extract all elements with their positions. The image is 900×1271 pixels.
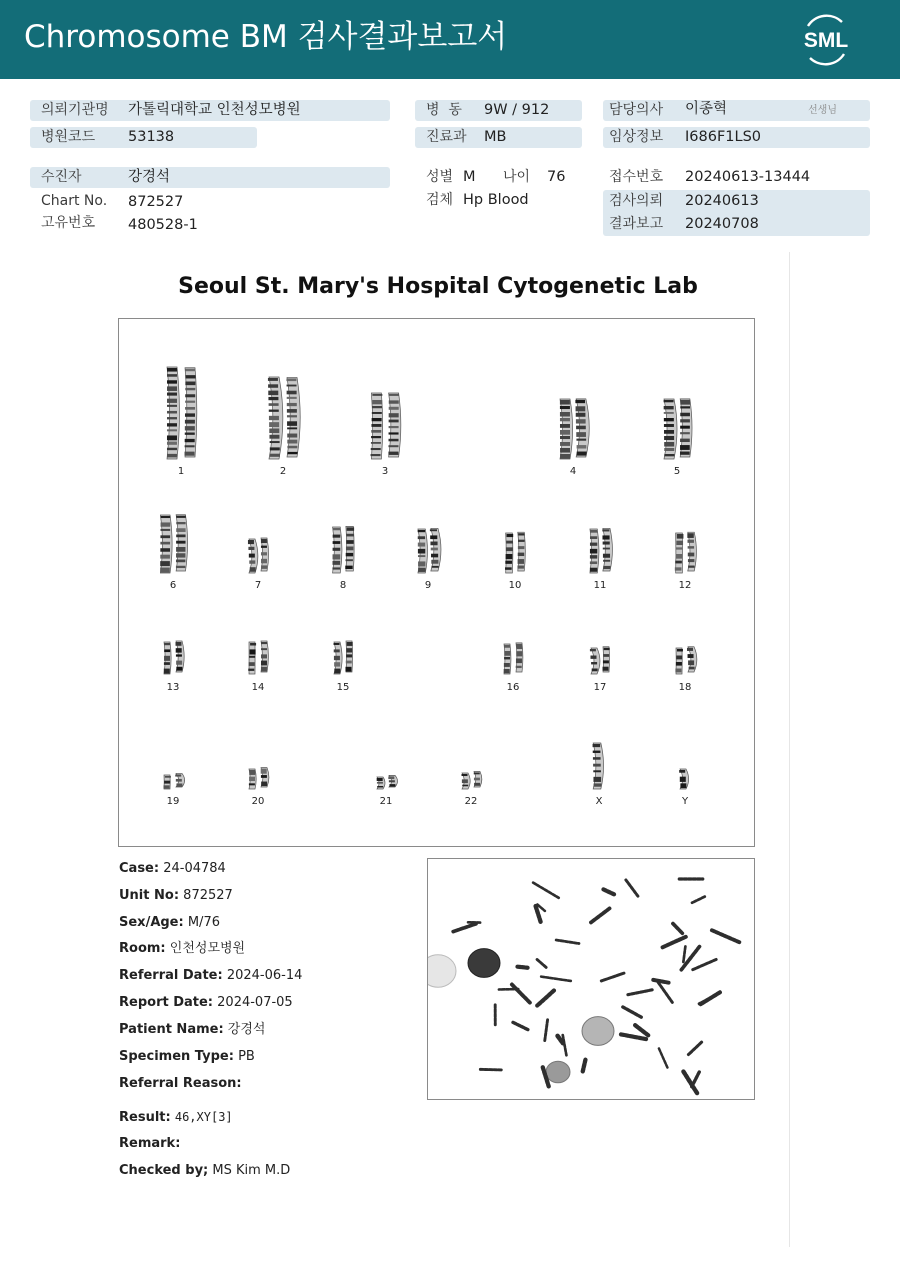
report-date-line: Report Date: 2024-07-05 — [119, 995, 293, 1010]
sex-label: 성별 — [426, 169, 454, 185]
chromosome-3-a — [371, 393, 383, 459]
chromosome-14-a — [248, 642, 256, 674]
remark-line: Remark: — [119, 1136, 181, 1151]
receipt-no-value: 20240613-13444 — [685, 169, 811, 185]
karyotype-label-X: X — [595, 796, 603, 807]
nucleus-faint — [428, 955, 456, 987]
chromosome-5-a — [664, 399, 677, 459]
sex-age-value: M/76 — [187, 915, 220, 930]
chromosome-1-b — [185, 368, 197, 457]
karyotype-label-22: 22 — [464, 796, 478, 807]
unique-id-label: 고유번호 — [41, 215, 96, 231]
karyotype-label-8: 8 — [339, 580, 347, 591]
metaphase-chromosome — [480, 1069, 501, 1070]
nucleus-gray — [582, 1017, 614, 1046]
chromosome-20-a — [249, 769, 256, 789]
chromosome-9-b — [430, 528, 441, 571]
chromosome-22-a — [462, 773, 471, 789]
chromosome-8-a — [332, 527, 342, 573]
karyotype-label-7: 7 — [254, 580, 262, 591]
metaphase-chromosome — [541, 977, 571, 981]
karyotype-label-9: 9 — [424, 580, 432, 591]
metaphase-chromosome — [692, 959, 716, 969]
ward-label: 병 동 — [426, 102, 462, 118]
clinical-info-label: 임상정보 — [609, 129, 664, 145]
metaphase-chromosome — [537, 990, 554, 1005]
metaphase-chromosome — [513, 1022, 529, 1030]
metaphase-chromosome — [692, 897, 705, 903]
metaphase-chromosome — [537, 959, 547, 968]
karyogram-panel — [118, 318, 755, 847]
specimen-value: Hp Blood — [463, 192, 529, 208]
chromosome-4-a — [560, 399, 573, 459]
department-value: MB — [484, 129, 507, 145]
metaphase-chromosome — [453, 924, 476, 932]
metaphase-chromosome — [688, 1042, 701, 1054]
chromosome-21-b — [388, 775, 397, 787]
metaphase-chromosome — [591, 908, 610, 922]
specimen-type-value: PB — [238, 1049, 255, 1064]
metaphase-chromosome — [556, 940, 579, 944]
metaphase-chromosome — [603, 889, 614, 894]
metaphase-chromosome — [533, 883, 559, 898]
karyotype-label-19: 19 — [166, 796, 180, 807]
band-patient — [30, 167, 390, 188]
unit-value: 872527 — [183, 888, 233, 903]
chromosome-9-a — [418, 529, 428, 573]
case-value: 24-04784 — [163, 861, 226, 876]
chromosome-12-a — [675, 533, 684, 573]
metaphase-chromosome — [623, 1007, 643, 1018]
room-line: Room: 인천성모병원 — [119, 941, 246, 956]
chromosome-18-b — [687, 647, 697, 672]
metaphase-chromosome — [683, 946, 685, 961]
chromosome-13-b — [176, 641, 185, 672]
karyotype-label-10: 10 — [508, 580, 522, 591]
chromosome-2-a — [268, 377, 283, 459]
metaphase-chromosome — [673, 924, 682, 934]
department-label: 진료과 — [426, 129, 467, 145]
hospital-code-value: 53138 — [128, 129, 175, 145]
chromosome-7-b — [261, 538, 269, 571]
karyogram-image — [119, 319, 756, 848]
report-date-value: 20240708 — [685, 216, 759, 232]
metaphase-chromosome — [658, 982, 672, 1002]
chromosome-19-b — [175, 773, 184, 787]
patient-label: 수진자 — [41, 169, 82, 185]
chromosome-13-a — [164, 642, 171, 674]
chromosome-6-a — [160, 515, 172, 573]
chromosome-10-a — [505, 533, 513, 573]
chromosome-1-a — [167, 367, 179, 459]
checked-by-line: Checked by; MS Kim M.D — [119, 1163, 291, 1178]
chromosome-18-a — [675, 648, 683, 674]
age-label: 나이 — [503, 169, 531, 185]
chromosome-X-a — [593, 743, 604, 789]
doctor-value: 이종혁 — [685, 101, 728, 117]
clinical-info-value: I686F1LS0 — [685, 129, 762, 145]
chromosome-3-b — [388, 393, 400, 457]
result-line: Result: 46,XY[3] — [119, 1110, 233, 1125]
metaphase-chromosome — [517, 967, 527, 968]
chromosome-11-a — [590, 529, 599, 573]
chromosome-14-b — [261, 641, 268, 672]
chromosome-10-b — [517, 532, 525, 571]
lab-title: Seoul St. Mary's Hospital Cytogenetic Lab — [178, 274, 698, 299]
referral-date-line: Referral Date: 2024-06-14 — [119, 968, 303, 983]
nucleus-light — [546, 1061, 570, 1083]
metaphase-chromosome — [545, 1020, 548, 1042]
metaphase-chromosome — [621, 1034, 647, 1039]
sex-value: M — [463, 169, 476, 185]
chromosome-7-a — [248, 539, 258, 573]
karyotype-label-2: 2 — [279, 466, 287, 477]
unique-id-value: 480528-1 — [128, 217, 198, 233]
karyotype-label-13: 13 — [166, 682, 180, 693]
hospital-code-label: 병원코드 — [41, 129, 96, 145]
karyotype-label-17: 17 — [593, 682, 607, 693]
karyotype-label-5: 5 — [673, 466, 681, 477]
chromosome-Y-a — [679, 769, 688, 789]
karyotype-label-1: 1 — [177, 466, 185, 477]
karyotype-label-15: 15 — [336, 682, 350, 693]
karyotype-label-11: 11 — [593, 580, 607, 591]
right-margin-rule — [789, 252, 790, 1247]
chromosome-8-b — [345, 526, 354, 571]
chromosome-21-a — [377, 777, 385, 789]
metaphase-panel — [427, 858, 755, 1100]
metaphase-chromosome — [512, 984, 531, 1003]
specimen-type-line: Specimen Type: PB — [119, 1049, 255, 1064]
referring-institution-label: 의뢰기관명 — [41, 102, 109, 118]
metaphase-chromosome — [662, 937, 686, 948]
receipt-no-label: 접수번호 — [609, 169, 664, 185]
ward-value: 9W / 912 — [484, 102, 550, 118]
chart-no-label: Chart No. — [41, 193, 108, 209]
chromosome-6-b — [176, 515, 188, 571]
report-date-value-2: 2024-07-05 — [217, 995, 293, 1010]
chromosome-2-b — [286, 377, 300, 457]
chromosome-15-b — [345, 641, 352, 672]
metaphase-chromosome — [659, 1048, 667, 1067]
karyotype-label-Y: Y — [681, 796, 689, 807]
sml-logo — [796, 12, 856, 68]
chromosome-20-b — [261, 768, 269, 787]
report-title: Chromosome BM 검사결과보고서 — [24, 19, 508, 55]
karyotype-label-20: 20 — [251, 796, 265, 807]
metaphase-image — [428, 859, 755, 1100]
karyotype-label-4: 4 — [569, 466, 577, 477]
doctor-label: 담당의사 — [609, 102, 664, 118]
room-value: 인천성모병원 — [169, 941, 246, 956]
referral-date-value: 2024-06-14 — [226, 968, 303, 983]
request-date-label: 검사의뢰 — [609, 193, 664, 209]
metaphase-chromosome — [712, 930, 739, 942]
checked-by-value: MS Kim M.D — [212, 1163, 291, 1178]
patient-value: 강경석 — [128, 169, 171, 185]
chromosome-5-b — [680, 399, 692, 457]
referral-reason-line: Referral Reason: — [119, 1076, 242, 1091]
metaphase-chromosome — [601, 973, 624, 981]
nucleus-dark — [468, 949, 500, 978]
metaphase-chromosome — [683, 1072, 697, 1095]
patient-name-value: 강경석 — [227, 1022, 266, 1037]
metaphase-chromosome — [653, 980, 668, 983]
karyotype-label-3: 3 — [381, 466, 389, 477]
report-header — [0, 0, 900, 79]
chromosome-16-b — [516, 643, 523, 672]
chromosome-16-a — [504, 644, 511, 674]
chromosome-12-b — [687, 532, 696, 571]
sex-age-line: Sex/Age: M/76 — [119, 915, 220, 930]
chromosome-4-b — [575, 399, 589, 457]
sml-logo-text: SML — [803, 29, 849, 52]
request-date-value: 20240613 — [685, 193, 759, 209]
specimen-label: 검체 — [426, 192, 454, 208]
age-value: 76 — [547, 169, 566, 185]
chromosome-15-a — [334, 642, 343, 674]
chromosome-19-a — [164, 775, 171, 789]
metaphase-chromosome — [628, 990, 652, 995]
karyotype-label-14: 14 — [251, 682, 265, 693]
doctor-suffix: 선생님 — [808, 105, 837, 116]
karyotype-label-6: 6 — [169, 580, 177, 591]
metaphase-chromosome — [626, 880, 638, 896]
report-date-label: 결과보고 — [609, 216, 664, 232]
unit-line: Unit No: 872527 — [119, 888, 233, 903]
karyotype-label-12: 12 — [678, 580, 692, 591]
metaphase-chromosome — [635, 1025, 649, 1036]
metaphase-chromosome — [583, 1060, 586, 1072]
chromosome-22-b — [474, 771, 482, 787]
referring-institution-value: 가톨릭대학교 인천성모병원 — [128, 102, 301, 118]
karyotype-label-18: 18 — [678, 682, 692, 693]
result-value: 46,XY[3] — [174, 1110, 233, 1124]
karyotype-label-21: 21 — [379, 796, 393, 807]
case-line: Case: 24-04784 — [119, 861, 226, 876]
patient-name-line: Patient Name: 강경석 — [119, 1022, 266, 1037]
chromosome-17-a — [590, 648, 600, 674]
chart-no-value: 872527 — [128, 194, 184, 210]
chromosome-17-b — [603, 647, 610, 672]
chromosome-11-b — [602, 528, 612, 571]
karyotype-label-16: 16 — [506, 682, 520, 693]
